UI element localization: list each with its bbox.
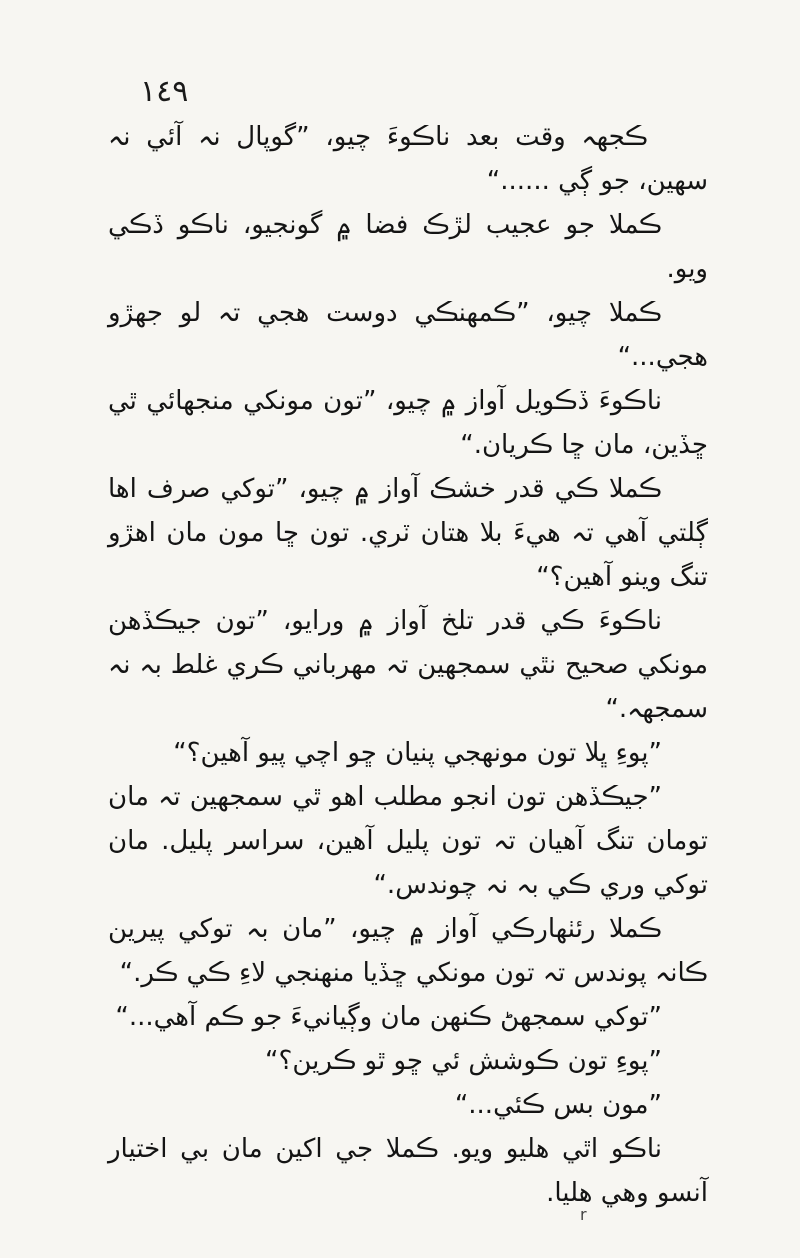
footer-mark: r (580, 1205, 587, 1224)
paragraph-9: ڪملا رئٺھارڪي آواز ۾ چيو، ”مان بہ توکي پيرين ڪانہ پوندس تہ تون مونکي ڇڏيا منھنجي لاءِ ڪي ڪر.“ (108, 914, 708, 988)
page-number: ١٤٩ (140, 74, 189, 109)
paragraph-10: ”توکي سمجھڻ ڪنھن مان وڳيانيءَ جو ڪم آھي...“ (115, 1002, 662, 1032)
paragraph-5: ڪملا ڪي قدر خشڪ آواز ۾ چيو، ”توکي صرف اھا ڳلتي آھي تہ ھيءَ بلا هتان ٽري. تون ڇا مون مان اھڙو تنگ وينو آھين؟“ (108, 474, 708, 592)
page-text-body (108, 115, 708, 1215)
paragraph-4: ناڪوءَ ڏڪويل آواز ۾ چيو، ”تون مونکي منجهائي ٿي ڇڏين، مان ڇا ڪريان.“ (108, 386, 708, 460)
paragraph-11: ”پوءِ تون ڪوشش ئي ڇو ٿو ڪرين؟“ (265, 1046, 662, 1076)
paragraph-12: ”مون بس ڪئي...“ (454, 1090, 662, 1120)
paragraph-8: ”جيڪڏھن تون انجو مطلب اھو ٿي سمجھين تہ مان تومان تنگ آھيان تہ تون پليل آھين، سراسر پليل. مان توکي وري ڪي بہ نہ چوندس.“ (108, 782, 708, 900)
paragraph-13: ناڪو اٿي هليو ويو. ڪملا جي اکين مان بي اختيار آنسو وهي هليا. (108, 1134, 708, 1208)
paragraph-2: ڪملا جو عجيب لڙڪ فضا ۾ گونجيو، ناڪو ڏڪي ويو. (108, 210, 708, 284)
paragraph-1: ڪجھہ وقت بعد ناڪوءَ چيو، ”گوپال نہ آئي نہ سھين، جو ڳي ......“ (108, 122, 708, 196)
paragraph-3: ڪملا چيو، ”ڪمھنڪي دوست ھجي تہ لو جھڙو ھجي...“ (108, 298, 708, 372)
paragraph-6: ناڪوءَ ڪي قدر تلخ آواز ۾ ورايو، ”تون جيڪڏھن مونکي صحيح نٿي سمجھين تہ مھرباني ڪري غلط بہ نہ سمجھہ.“ (108, 606, 708, 724)
paragraph-7: ”پوءِ ڀلا تون مونھجي پنيان ڇو اچي پيو آھين؟“ (173, 738, 662, 768)
